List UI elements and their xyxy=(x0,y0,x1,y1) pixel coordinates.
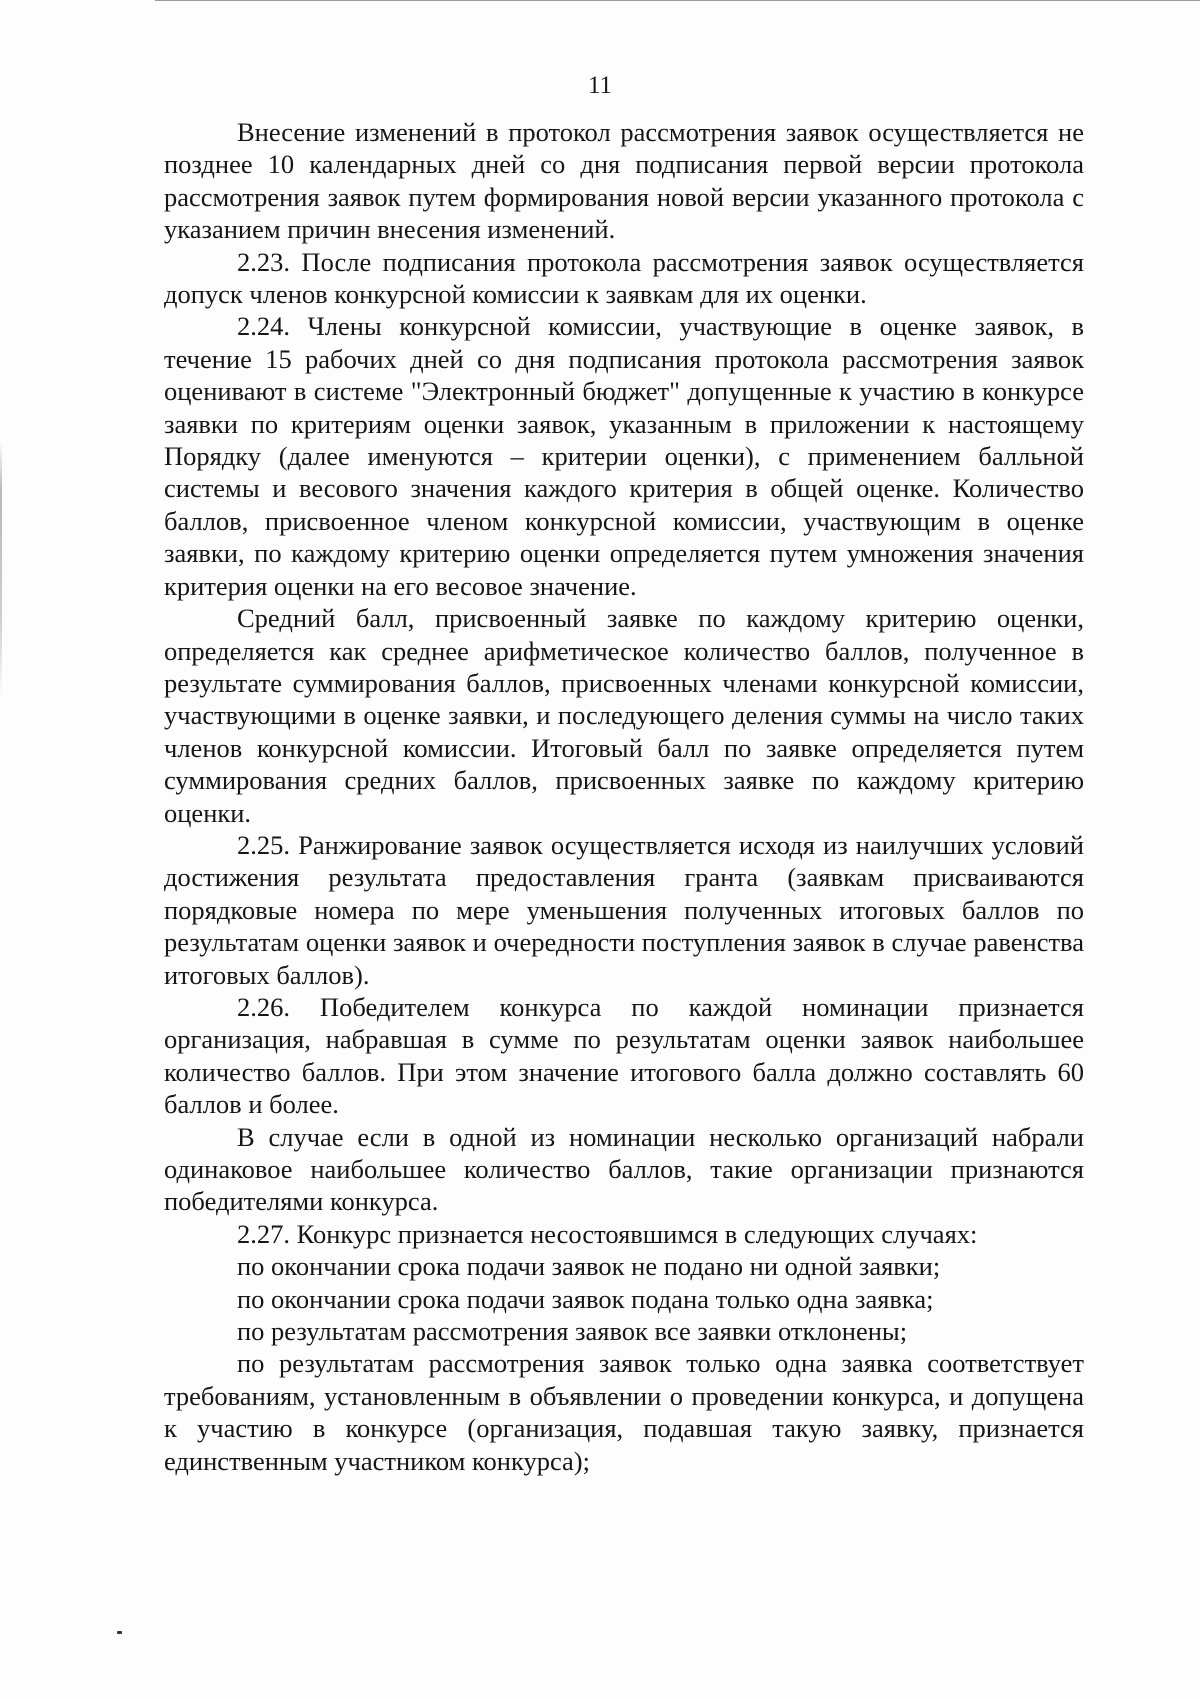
scan-top-edge xyxy=(155,0,1200,1)
scan-speck xyxy=(117,1631,122,1634)
paragraph-protocol-changes: Внесение изменений в протокол рассмотрения заявок осуществляется не позднее 10 календарных дней со дня подписания первой версии протокола рассмотрения заявок путем формирования новой версии указанного протокола с указанием причин внесения изменений. xyxy=(164,117,1084,245)
paragraph-2-27: 2.27. Конкурс признается несостоявшимся в следующих случаях: xyxy=(237,1218,978,1249)
scan-left-edge xyxy=(0,440,2,700)
document-body xyxy=(164,116,1084,1477)
list-item-single-compliant: по результатам рассмотрения заявок только одна заявка соответствует требованиям, установленным в объявлении о проведении конкурса, и допущена к участию в конкурсе (организация, подавшая такую заявку, признается единственным участником конкурса); xyxy=(164,1348,1084,1476)
paragraph-2-24: 2.24. Члены конкурсной комиссии, участвующие в оценке заявок, в течение 15 рабочих дней со дня подписания протокола рассмотрения заявок оценивают в системе "Электронный бюджет" допущенные к участию в конкурсе заявки по критериям оценки заявок, указанным в приложении к настоящему Порядку (далее именуются – критерии оценки), с применением балльной системы и весового значения каждого критерия в общей оценке. Количество баллов, присвоенное членом конкурсной комиссии, участвующим в оценке заявки, по каждому критерию оценки определяется путем умножения значения критерия оценки на его весовое значение. xyxy=(164,311,1084,601)
list-item-all-rejected: по результатам рассмотрения заявок все заявки отклонены; xyxy=(237,1316,908,1347)
paragraph-2-25: 2.25. Ранжирование заявок осуществляется исходя из наилучших условий достижения результата предоставления гранта (заявкам присваиваются порядковые номера по мере уменьшения полученных итоговых баллов по результатам оценки заявок и очередности поступления заявок в случае равенства итоговых баллов). xyxy=(164,829,1084,990)
paragraph-average-score: Средний балл, присвоенный заявке по каждому критерию оценки, определяется как среднее арифметическое количество баллов, полученное в результате суммирования баллов, присвоенных членами конкурсной комиссии, участвующими в оценке заявки, и последующего деления суммы на число таких членов конкурсной комиссии. Итоговый балл по заявке определяется путем суммирования средних баллов, присвоенных заявке по каждому критерию оценки. xyxy=(164,603,1084,828)
paragraph-2-23: 2.23. После подписания протокола рассмотрения заявок осуществляется допуск членов конкурсной комиссии к заявкам для их оценки. xyxy=(164,246,1084,310)
page-number: 11 xyxy=(587,72,613,99)
paragraph-equal-scores: В случае если в одной из номинации несколько организаций набрали одинаковое наибольшее количество баллов, такие организации признаются победителями конкурса. xyxy=(164,1121,1084,1217)
list-item-single-application: по окончании срока подачи заявок подана только одна заявка; xyxy=(237,1283,934,1314)
list-item-no-applications: по окончании срока подачи заявок не подано ни одной заявки; xyxy=(237,1251,941,1282)
paragraph-2-26: 2.26. Победителем конкурса по каждой номинации признается организация, набравшая в сумме по результатам оценки заявок наибольшее количество баллов. При этом значение итогового балла должно составлять 60 баллов и более. xyxy=(164,991,1084,1120)
